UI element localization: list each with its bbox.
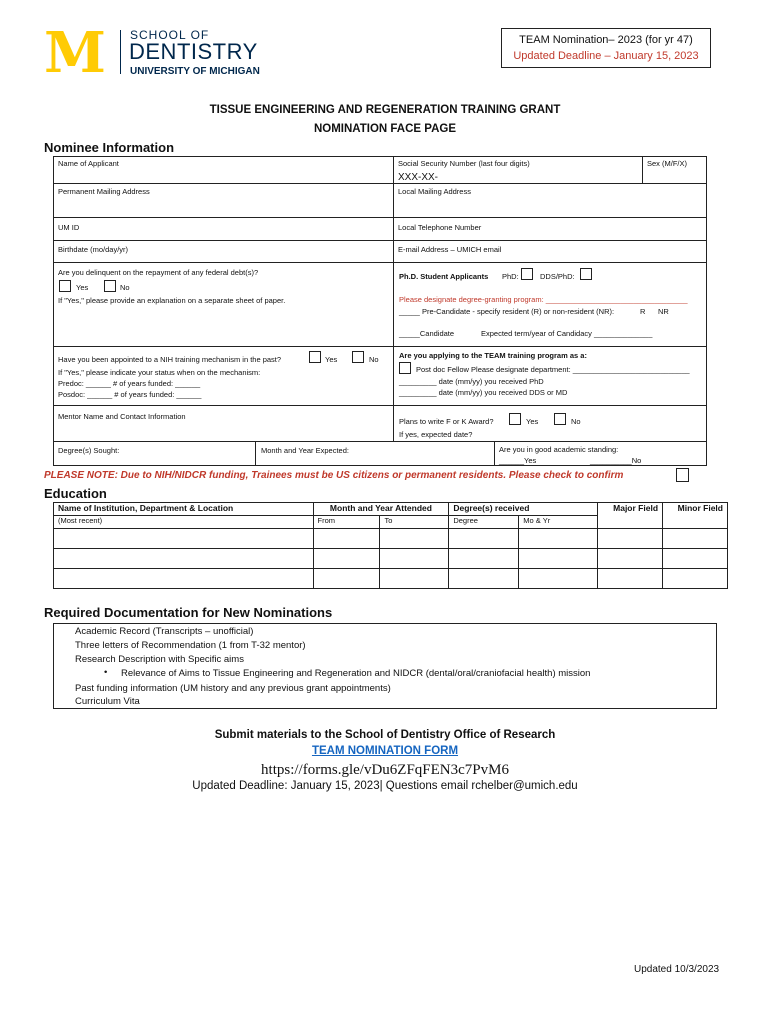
debt-yes-checkbox[interactable] (59, 280, 71, 292)
mentor-field[interactable] (53, 405, 394, 442)
permanent-address-label: Permanent Mailing Address (58, 187, 150, 196)
sub-recent: (Most recent) (54, 516, 314, 529)
nomination-year: TEAM Nomination– 2023 (for yr 47) (519, 34, 693, 46)
nih-note: If "Yes," please indicate your status when on the mechanism: (58, 368, 261, 377)
nih-question: Have you been appointed to a NIH training mechanism in the past? (58, 355, 282, 364)
debt-no-checkbox[interactable] (104, 280, 116, 292)
page-title: TISSUE ENGINEERING AND REGENERATION TRAINING GRANT (209, 104, 561, 116)
col-minor: Minor Field (663, 503, 728, 529)
postdoc-checkbox[interactable] (399, 362, 411, 374)
education-table (53, 502, 728, 589)
ssn-field[interactable] (393, 156, 643, 184)
doc-item-cv: Curriculum Vita (75, 696, 140, 707)
ssn-label: Social Security Number (last four digits) (398, 159, 530, 168)
citizenship-confirm-checkbox[interactable] (676, 468, 689, 482)
header-deadline: Updated Deadline – January 15, 2023 (513, 50, 699, 62)
dds-phd-label: DDS/PhD: (540, 272, 575, 281)
phd-date-line: _________ date (mm/yy) you received PhD (399, 377, 544, 386)
doc-item-relevance: Relevance of Aims to Tissue Engineering and Regeneration and NIDCR (dental/oral/craniofacial health) mission (121, 668, 591, 679)
page-subtitle: NOMINATION FACE PAGE (313, 123, 457, 135)
education-heading: Education (44, 486, 107, 501)
nomination-header-box (501, 28, 711, 68)
citizenship-note: PLEASE NOTE: Due to NIH/NIDCR funding, Trainees must be US citizens or permanent residents. Please check to confirm (44, 470, 624, 481)
bullet-icon: • (104, 667, 108, 678)
expected-date-label: If yes, expected date? (399, 430, 473, 439)
debt-no-label: No (120, 283, 130, 292)
phd-applicants-label: Ph.D. Student Applicants (399, 272, 489, 281)
applying-question: Are you applying to the TEAM training program as a: (399, 351, 587, 360)
degrees-sought-field[interactable] (53, 441, 256, 466)
table-row[interactable] (54, 549, 728, 569)
applicant-name-field[interactable] (53, 156, 394, 184)
sub-degree: Degree (449, 516, 519, 529)
month-year-expected-label: Month and Year Expected: (261, 446, 349, 455)
candidate-line: _____Candidate (399, 329, 455, 338)
phd-section (393, 262, 707, 347)
um-id-field[interactable] (53, 217, 394, 241)
nih-no-checkbox[interactable] (352, 351, 364, 363)
birthdate-field[interactable] (53, 240, 394, 263)
sub-to: To (380, 516, 449, 529)
standing-no: __________No (590, 456, 642, 465)
block-m-logo: M (44, 20, 104, 86)
updated-date: Updated 10/3/2023 (634, 964, 720, 975)
applying-section (393, 346, 707, 406)
doc-item-transcripts: Academic Record (Transcripts – unofficial) (75, 626, 254, 637)
resident-nr: NR (658, 307, 669, 316)
precandidate-line: _____ Pre-Candidate - specify resident (R) or non-resident (NR): (399, 307, 615, 316)
postdoc-fellow-line: Post doc Fellow Please designate department: ____________________________ (416, 365, 690, 374)
nih-yes-checkbox[interactable] (309, 351, 321, 363)
posdoc-line: Posdoc: ______ # of years funded: ______ (58, 390, 202, 399)
debt-question: Are you delinquent on the repayment of any federal debt(s)? (58, 268, 259, 277)
um-id-label: UM ID (58, 223, 80, 232)
doc-item-funding: Past funding information (UM history and any previous grant appointments) (75, 683, 391, 694)
education-header-row (54, 503, 728, 516)
table-row[interactable] (54, 529, 728, 549)
deadline-contact: Updated Deadline: January 15, 2023| Questions email rchelber@umich.edu (192, 780, 578, 792)
nih-section (53, 346, 394, 406)
designate-program: Please designate degree-granting program: __________________________________ (399, 295, 688, 304)
logo-dentistry: DENTISTRY (129, 39, 258, 64)
dds-phd-checkbox[interactable] (580, 268, 592, 280)
logo (44, 20, 304, 86)
phd-checkbox[interactable] (521, 268, 533, 280)
standing-yes: ______Yes (499, 456, 537, 465)
nih-no-label: No (369, 355, 379, 364)
sub-from: From (313, 516, 380, 529)
month-year-expected-field[interactable] (255, 441, 495, 466)
debt-yes-label: Yes (76, 283, 89, 292)
logo-divider (120, 30, 121, 74)
f-or-k-yes-checkbox[interactable] (509, 413, 521, 425)
submit-instructions: Submit materials to the School of Dentistry Office of Research (214, 729, 556, 741)
email-label: E-mail Address – UMICH email (398, 245, 502, 254)
good-standing-question: Are you in good academic standing: (499, 445, 619, 454)
col-major: Major Field (598, 503, 663, 529)
predoc-line: Predoc: ______ # of years funded: ______ (58, 379, 201, 388)
f-or-k-no-checkbox[interactable] (554, 413, 566, 425)
sex-label: Sex (M/F/X) (647, 159, 688, 168)
dds-date-line: _________ date (mm/yy) you received DDS or MD (399, 388, 568, 397)
debt-section (53, 262, 394, 347)
docs-box (53, 623, 717, 709)
col-month-year: Month and Year Attended (313, 503, 449, 516)
docs-heading: Required Documentation for New Nominations (44, 605, 333, 620)
permanent-address-field[interactable] (53, 183, 394, 218)
f-or-k-yes-label: Yes (526, 417, 539, 426)
good-standing-section (494, 441, 707, 466)
local-phone-label: Local Telephone Number (398, 223, 482, 232)
email-field[interactable] (393, 240, 707, 263)
f-or-k-no-label: No (571, 417, 581, 426)
table-row[interactable] (54, 569, 728, 589)
logo-school-of: SCHOOL OF (130, 28, 210, 42)
form-url[interactable]: https://forms.gle/vDu6ZFqFEN3c7PvM6 (261, 762, 509, 778)
birthdate-label: Birthdate (mo/day/yr) (58, 245, 129, 254)
col-institution: Name of Institution, Department & Location (54, 503, 314, 516)
f-or-k-question: Plans to write F or K Award? (399, 417, 494, 426)
expected-term: Expected term/year of Candidacy ______________ (481, 329, 653, 338)
nih-yes-label: Yes (325, 355, 338, 364)
local-address-field[interactable] (393, 183, 707, 218)
ssn-value: XXX-XX- (398, 172, 439, 183)
phd-label: PhD: (502, 272, 519, 281)
mentor-label: Mentor Name and Contact Information (58, 412, 186, 421)
nominee-heading: Nominee Information (44, 140, 175, 155)
degrees-sought-label: Degree(s) Sought: (58, 446, 120, 455)
col-degree: Degree(s) received (449, 503, 598, 516)
logo-university: UNIVERSITY OF MICHIGAN (130, 66, 260, 77)
nominee-table (53, 156, 707, 466)
sub-moyr: Mo & Yr (519, 516, 598, 529)
doc-item-research: Research Description with Specific aims (75, 654, 244, 665)
resident-r: R (640, 307, 646, 316)
local-phone-field[interactable] (393, 217, 707, 241)
sex-field[interactable] (642, 156, 707, 184)
local-address-label: Local Mailing Address (398, 187, 471, 196)
nomination-form-link[interactable]: TEAM NOMINATION FORM (311, 745, 459, 757)
f-or-k-section (393, 405, 707, 442)
debt-note: If "Yes," please provide an explanation on a separate sheet of paper. (58, 296, 286, 305)
applicant-name-label: Name of Applicant (58, 159, 119, 168)
doc-item-letters: Three letters of Recommendation (1 from T-32 mentor) (75, 640, 306, 651)
